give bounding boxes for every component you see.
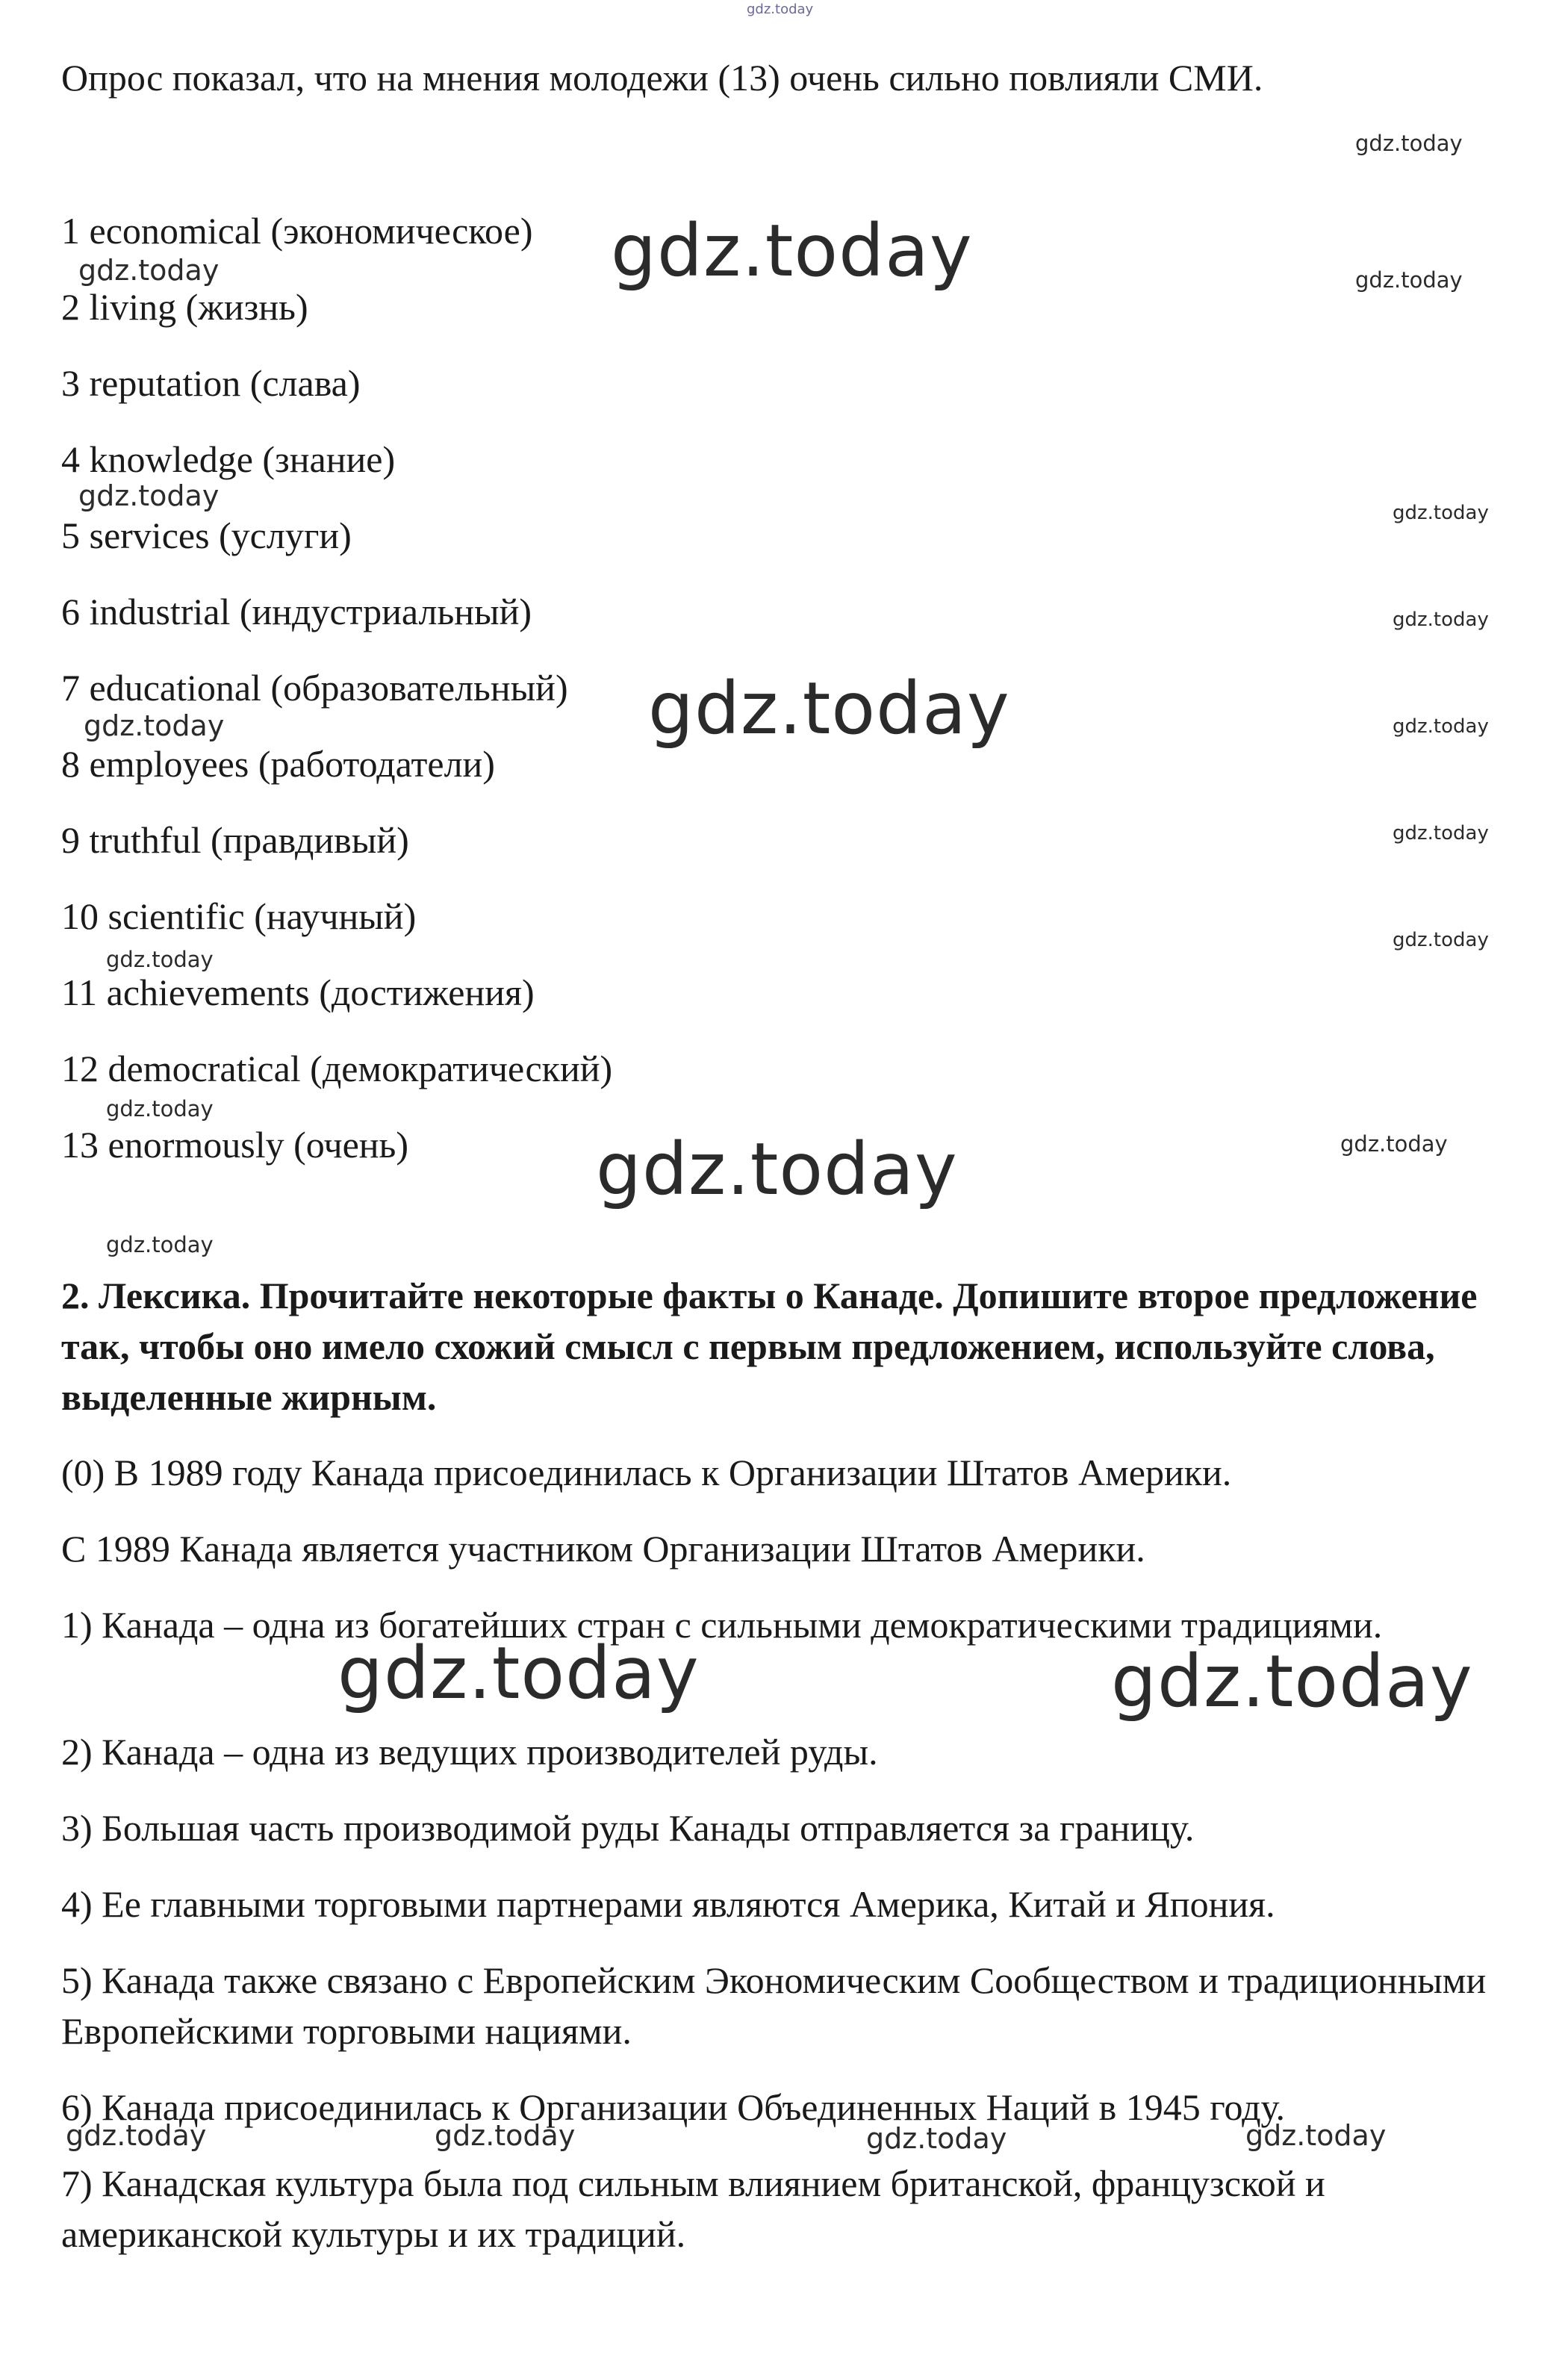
watermark: gdz.today — [337, 1632, 700, 1715]
watermark: gdz.today — [1355, 131, 1463, 156]
watermark: gdz.today — [648, 667, 1010, 750]
answer-item-1: 1 economical (экономическое) — [61, 210, 533, 252]
task-item-4: 4) Ее главными торговыми партнерами являются Америка, Китай и Япония. — [61, 1883, 1275, 1925]
answer-item-13: 13 enormously (очень) — [61, 1124, 408, 1166]
example-original-sentence: (0) В 1989 году Канада присоединилась к Организации Штатов Америки. — [61, 1452, 1232, 1493]
answer-item-12: 12 democratical (демократический) — [61, 1048, 613, 1089]
watermark: gdz.today — [78, 254, 220, 287]
watermark: gdz.today — [106, 1096, 214, 1122]
answer-item-2: 2 living (жизнь) — [61, 286, 308, 328]
watermark: gdz.today — [106, 947, 214, 972]
watermark: gdz.today — [596, 1127, 958, 1211]
example-rewritten-sentence: С 1989 Канада является участником Организации Штатов Америки. — [61, 1528, 1145, 1570]
watermark: gdz.today — [66, 2119, 207, 2152]
watermark: gdz.today — [1393, 715, 1489, 738]
watermark: gdz.today — [1245, 2119, 1387, 2152]
watermark: gdz.today — [84, 709, 225, 742]
answer-item-9: 9 truthful (правдивый) — [61, 819, 409, 861]
intro-sentence: Опрос показал, что на мнения молодежи (13) очень сильно повлияли СМИ. — [61, 57, 1263, 99]
watermark: gdz.today — [611, 209, 973, 293]
task-2-heading: 2. Лексика. Прочитайте некоторые факты о Канаде. Допишите второе предложение так, чтобы оно имело схожий смысл с первым предложением, используйте слова, выделенные жирным. — [61, 1275, 1478, 1418]
task-item-6: 6) Канада присоединилась к Организации Объединенных Наций в 1945 году. — [61, 2086, 1286, 2128]
answer-item-4: 4 knowledge (знание) — [61, 438, 396, 480]
watermark: gdz.today — [1111, 1640, 1473, 1723]
answer-item-3: 3 reputation (слава) — [61, 362, 361, 404]
watermark: gdz.today — [1393, 929, 1489, 951]
watermark: gdz.today — [1393, 609, 1489, 631]
watermark: gdz.today — [78, 479, 220, 512]
watermark: gdz.today — [106, 1232, 214, 1257]
task-item-1: 1) Канада – одна из богатейших стран с сильными демократическими традициями. — [61, 1604, 1383, 1646]
watermark: gdz.today — [1393, 822, 1489, 845]
answer-item-6: 6 industrial (индустриальный) — [61, 591, 532, 632]
answer-item-8: 8 employees (работодатели) — [61, 743, 495, 785]
answer-item-11: 11 achievements (достижения) — [61, 971, 535, 1013]
watermark: gdz.today — [1393, 502, 1489, 524]
watermark: gdz.today — [866, 2122, 1007, 2155]
watermark: gdz.today — [1355, 267, 1463, 293]
watermark: gdz.today — [747, 1, 814, 17]
answer-item-5: 5 services (услуги) — [61, 514, 352, 556]
task-item-5: 5) Канада также связано с Европейским Экономическим Сообществом и традиционными Европейскими торговыми нациями. — [61, 1959, 1487, 2052]
task-item-3: 3) Большая часть производимой руды Канады отправляется за границу. — [61, 1807, 1195, 1849]
watermark: gdz.today — [435, 2119, 576, 2152]
task-item-7: 7) Канадская культура была под сильным влиянием британской, французской и американской культуры и их традиций. — [61, 2162, 1325, 2255]
task-item-2: 2) Канада – одна из ведущих производителей руды. — [61, 1731, 878, 1773]
answer-item-7: 7 educational (образовательный) — [61, 667, 568, 709]
answer-item-10: 10 scientific (научный) — [61, 895, 417, 937]
watermark: gdz.today — [1340, 1131, 1448, 1157]
